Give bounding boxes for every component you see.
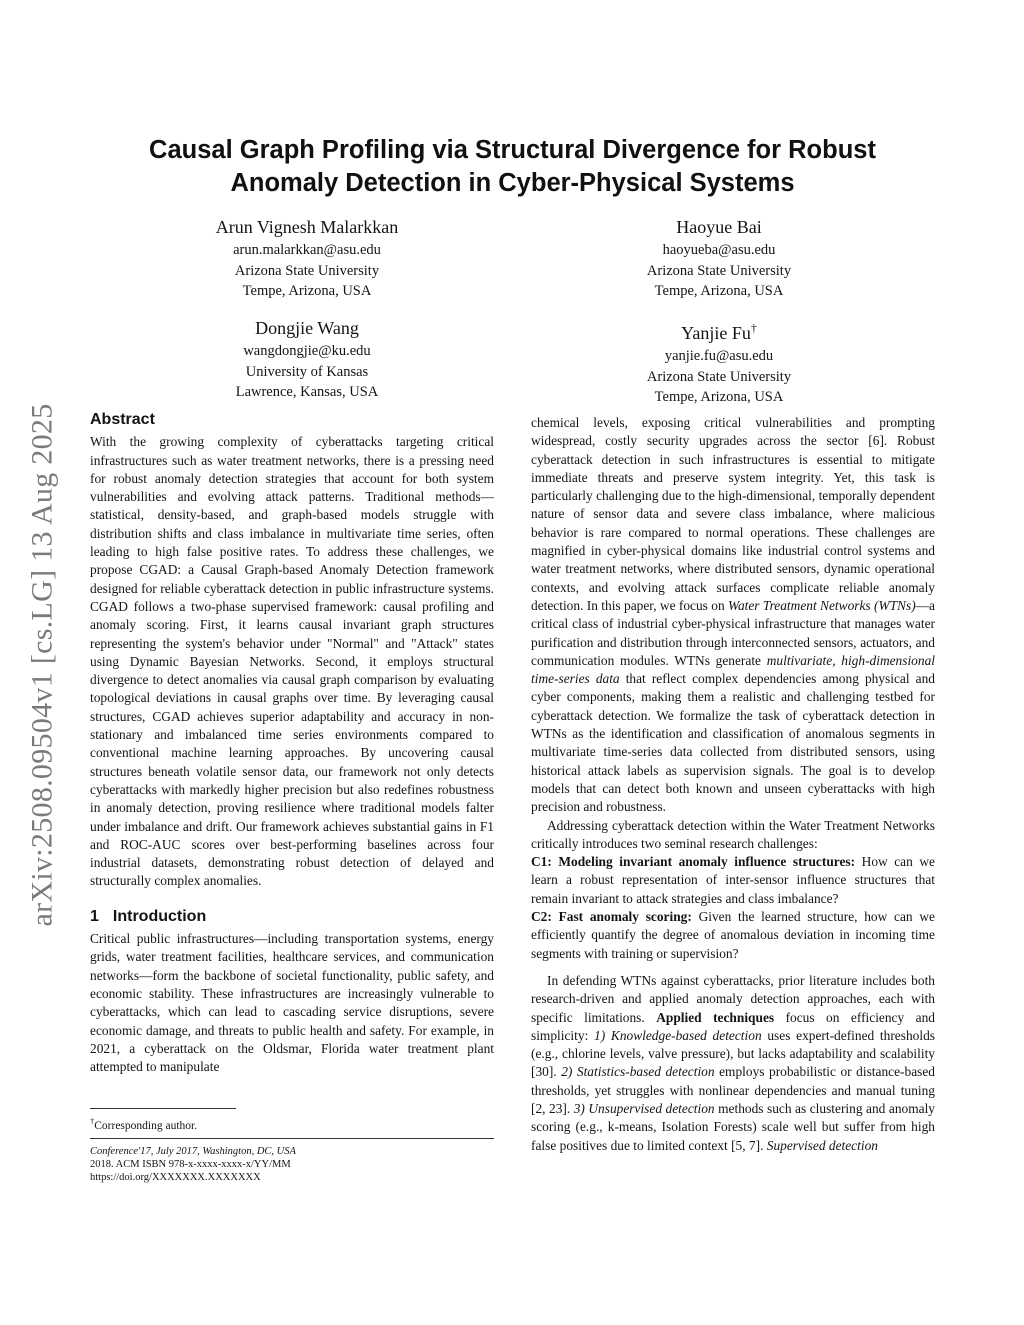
right-paragraph-1: chemical levels, exposing critical vulnerabilities and prompting widespread, costly security upgrades across the sector [6]. Robust cyberattack detection in such infrastructures is essential to mitigate immediate threats and preserve system integrity. Yet, this task is particularly challenging due to the high-dimensional, temporally dependent nature of sensor data and severe class imbalance, where malicious behavior is rare compared to normal operations. These challenges are magnified in cyber-physical domains like industrial control systems and water treatment networks, where distributed sensors, dynamic operational contexts, and evolving attack surfaces complicate reliable anomaly detection. In this paper, we focus on Water Treatment Networks (WTNs)—a critical class of industrial cyber-physical infrastructure that manages water purification and distribution through interconnected sensors, actuators, and communication modules. WTNs generate multivariate, high-dimensional time-series data that reflect complex dependencies among physical and cyber components, making them a realistic and challenging testbed for cyberattack detection. We formalize the task of cyberattack detection in WTNs as the identification and classification of anomalous segments in multivariate time-series data collected from distributed sensors, using historical attack labels as supervision signals. The goal is to develop models that can detect both known and unseen cyberattacks with high precision and robustness. bbox=[531, 415, 935, 815]
author-name bbox=[549, 315, 889, 346]
abstract-heading: Abstract bbox=[90, 411, 155, 428]
c1-label: C1: Modeling invariant anomaly influence structures: bbox=[531, 854, 856, 870]
author-name: Dongjie Wang bbox=[255, 318, 359, 338]
footnote-rule bbox=[90, 1108, 236, 1109]
author-block-2 bbox=[549, 214, 889, 302]
footnote bbox=[90, 1114, 494, 1133]
author-email: arun.malarkkan@asu.edu bbox=[233, 242, 381, 258]
applied-techniques-term: Applied techniques bbox=[656, 1009, 775, 1025]
multivariate-term: multivariate, high-dimensional time-series data bbox=[531, 652, 935, 687]
challenge-c2: C2: Fast anomaly scoring: Given the learned structure, how can we efficiently quantify the degree of anomalous deviation in incoming time segments with training or supervision? bbox=[531, 909, 935, 961]
footnote-text: Corresponding author. bbox=[94, 1119, 198, 1132]
author-email: wangdongjie@ku.edu bbox=[243, 343, 371, 359]
conference-doi: https://doi.org/XXXXXXX.XXXXXXX bbox=[90, 1172, 261, 1183]
author-affiliation: Arizona State University bbox=[646, 262, 792, 279]
conference-venue: Conference'17, July 2017, Washington, DC, USA bbox=[90, 1146, 296, 1157]
author-block-4 bbox=[549, 315, 889, 408]
arxiv-side-stamp bbox=[22, 370, 62, 960]
left-column bbox=[90, 411, 494, 1076]
author-affiliation: Arizona State University bbox=[234, 262, 380, 279]
author-name: Haoyue Bai bbox=[676, 217, 762, 237]
arxiv-identifier: arXiv:2508.09504v1 [cs.LG] 13 Aug 2025 bbox=[25, 403, 59, 927]
section-heading-introduction bbox=[90, 908, 494, 926]
author-location: Tempe, Arizona, USA bbox=[654, 389, 784, 405]
title-line-2: Anomaly Detection in Cyber-Physical Systems bbox=[230, 169, 795, 197]
wtn-term: Water Treatment Networks (WTNs) bbox=[728, 597, 916, 613]
right-paragraph-3: In defending WTNs against cyberattacks, prior literature includes both research-driven and applied anomaly detection approaches, each with specific limitations. Applied techniques focus on efficiency and simplicity: 1) Knowledge-based detection uses expert-defined thresholds (e.g., chlorine levels, valve pressure), but lacks adaptability and scalability [30]. 2) Statistics-based detection employs probabilistic or distance-based thresholds, yet struggles with nonlinear dependencies and manual tuning [2, 23]. 3) Unsupervised detection methods such as clustering and anomaly scoring (e.g., k-means, Isolation Forests) scale well but suffer from high false positives due to limited context [5, 7]. Supervised detection bbox=[531, 972, 936, 1153]
right-column bbox=[531, 414, 935, 1155]
c2-label: C2: Fast anomaly scoring: bbox=[531, 909, 692, 925]
author-location: Tempe, Arizona, USA bbox=[242, 283, 372, 299]
title-line-1: Causal Graph Profiling via Structural Divergence for Robust bbox=[149, 136, 876, 164]
author-affiliation: University of Kansas bbox=[245, 363, 369, 380]
author-name-text: Yanjie Fu bbox=[681, 323, 751, 343]
introduction-paragraph: Critical public infrastructures—including transportation systems, energy grids, water treatment facilities, healthcare services, and communication networks—form the backbone of societal functionality, public safety, and economic stability. These infrastructures are increasingly vulnerable to cyberattacks, which can lead to cascading service disruptions, severe economic damage, and threats to public health and safety. For example, in 2021, a cyberattack on the Oldsmar, Florida water treatment plant attempted to manipulate bbox=[90, 931, 494, 1075]
challenge-c1: C1: Modeling invariant anomaly influence structures: How can we learn a robust representation of inter-sensor influence structures that remain invariant to attack strategies and class imbalance? bbox=[531, 854, 935, 906]
paper-title bbox=[90, 134, 935, 200]
author-location: Lawrence, Kansas, USA bbox=[235, 384, 379, 400]
author-block-1 bbox=[137, 214, 477, 302]
right-paragraph-2: Addressing cyberattack detection within the Water Treatment Networks critically introduces two seminal research challenges: bbox=[531, 817, 935, 851]
conference-rule bbox=[90, 1138, 494, 1139]
section-number: 1 bbox=[90, 907, 99, 925]
conference-isbn: 2018. ACM ISBN 978-x-xxxx-xxxx-x/YY/MM bbox=[90, 1159, 291, 1170]
footnote-mark: † bbox=[90, 1116, 95, 1126]
abstract-text: With the growing complexity of cyberattacks targeting critical infrastructures such as water treatment networks, there is a pressing need for robust anomaly detection strategies that account for both system vulnerabilities and evolving attack patterns. Traditional methods—statistical, density-based, and graph-based models struggle with distribution shifts and class imbalance in multivariate time series, often leading to high false positive rates. To address these challenges, we propose CGAD: a Causal Graph-based Anomaly Detection framework designed for reliable cyberattack detection in public infrastructure systems. CGAD follows a two-phase supervised framework: causal profiling and anomaly scoring. First, it learns causal invariant graph structures representing the system's behavior under "Normal" and "Attack" states using Dynamic Bayesian Networks. Second, it employs structural divergence to detect anomalies via causal graph comparison by evaluating topological deviations in causal graphs over time. By leveraging causal structures, CGAD achieves superior adaptability and accuracy in non-stationary and imbalanced time series environments compared to conventional machine learning approaches. By uncovering causal structures beneath volatile sensor data, our framework not only detects cyberattacks with markedly higher precision but also redefines robustness in anomaly detection, proving resilience where traditional models falter under imbalance and drift. Our framework achieves substantial gains in F1 and ROC-AUC scores over best-performing baselines across four industrial datasets, demonstrating robust detection of delayed and structurally complex anomalies. bbox=[90, 434, 494, 889]
author-affiliation: Arizona State University bbox=[646, 368, 792, 385]
author-email: yanjie.fu@asu.edu bbox=[664, 348, 774, 364]
section-title: Introduction bbox=[112, 907, 207, 925]
author-email: haoyueba@asu.edu bbox=[662, 242, 776, 258]
author-location: Tempe, Arizona, USA bbox=[654, 283, 784, 299]
corresponding-mark: † bbox=[750, 321, 757, 335]
author-name: Arun Vignesh Malarkkan bbox=[215, 217, 399, 237]
author-block-3 bbox=[137, 315, 477, 403]
conference-info bbox=[90, 1145, 494, 1184]
